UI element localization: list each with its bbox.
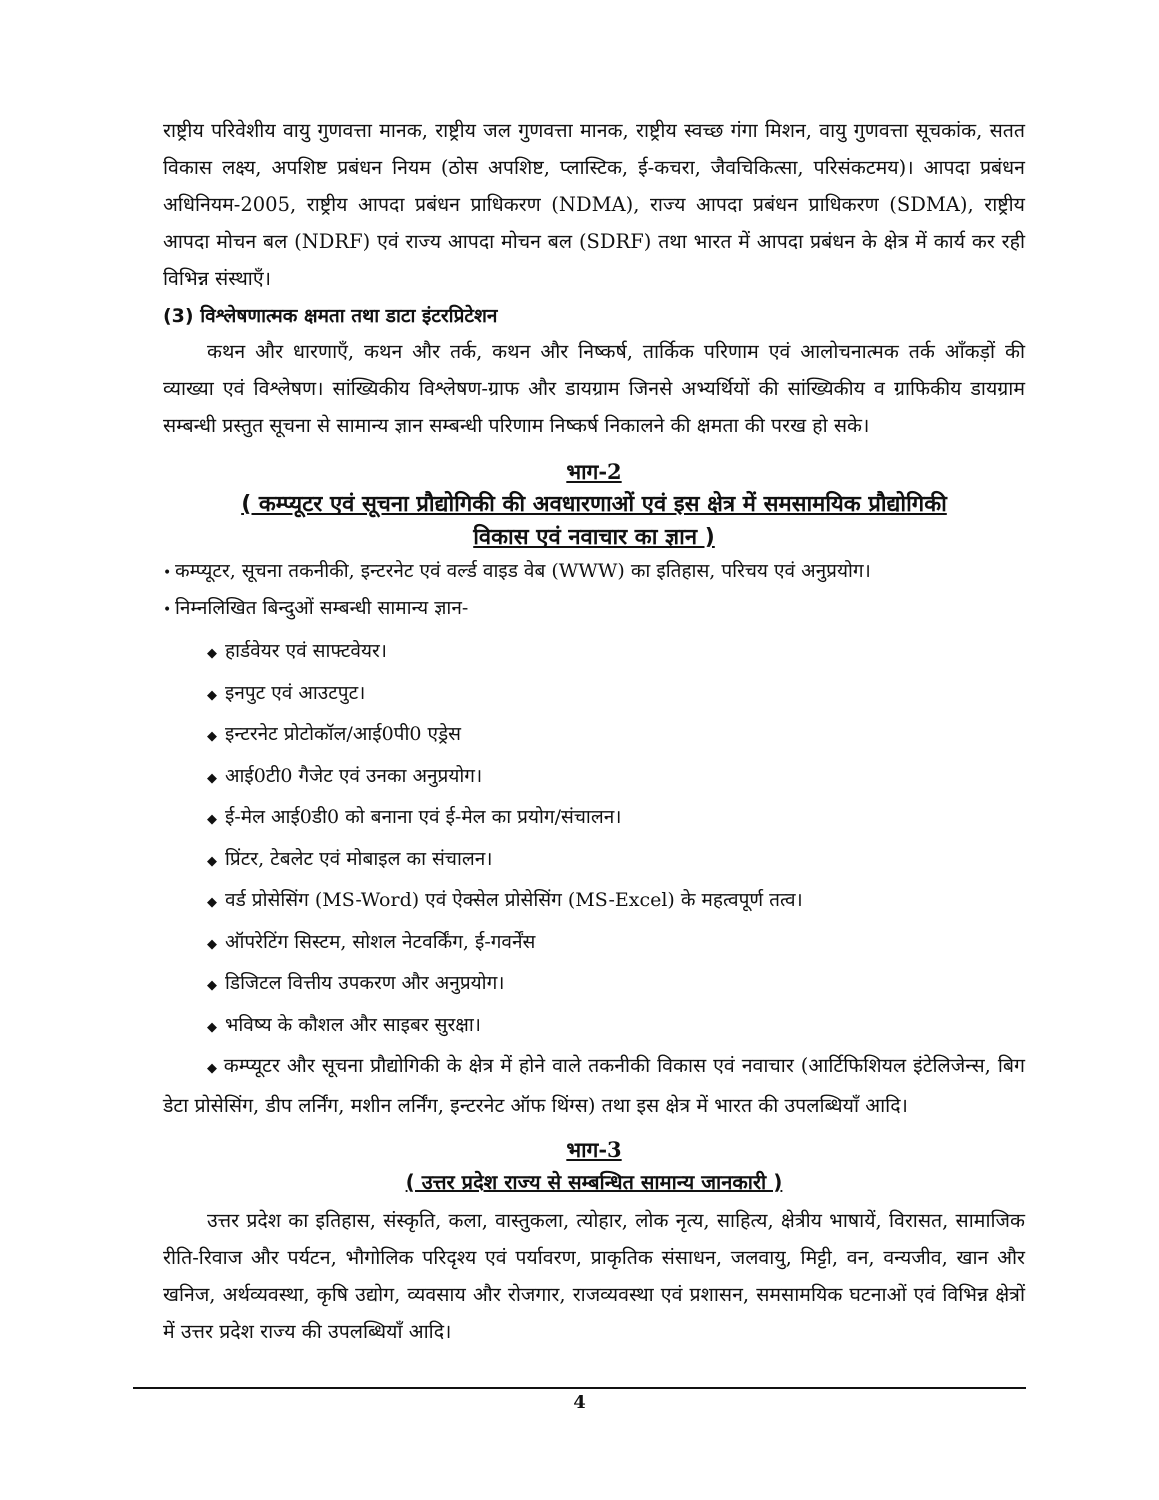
part-2-diamond-list	[163, 632, 1025, 1047]
list-item: • निम्नलिखित बिन्दुओं सम्बन्धी सामान्य ज्ञान-	[163, 591, 1025, 628]
part-2-final-paragraph: ◆ कम्प्यूटर और सूचना प्रौद्योगिकी के क्षेत्र में होने वाले तकनीकी विकास एवं नवाचार (आर्टिफिशियल इंटेलिजेन्स, बिग डेटा प्रोसेसिंग, डीप लर्निंग, मशीन लर्निंग, इन्टरनेट ऑफ थिंग्स) तथा इस क्षेत्र में भारत की उपलब्धियाँ आदि।	[163, 1054, 1026, 1117]
diamond-bullet-icon: ◆	[207, 895, 217, 910]
diamond-bullet-icon: ◆	[207, 853, 217, 869]
section-3-paragraph: कथन और धारणाएँ, कथन और तर्क, कथन और निष्कर्ष, तार्किक परिणाम एवं आलोचनात्मक तर्क आँकड़ों की व्याख्या एवं विश्लेषण। सांख्यिकीय विश्लेषण-ग्राफ और डायग्राम जिनसे अभ्यर्थियों की सांख्यिकीय व ग्राफिकीय डायग्राम सम्बन्धी प्रस्तुत सूचना से सामान्य ज्ञान सम्बन्धी परिणाम निष्कर्ष निकालने की क्षमता की परख हो सके।	[163, 340, 1025, 437]
list-item: ◆ प्रिंटर, टेबलेट एवं मोबाइल का संचालन।	[163, 840, 1025, 882]
list-item: ◆ डिजिटल वित्तीय उपकरण और अनुप्रयोग।	[163, 964, 1025, 1006]
diamond-bullet-icon: ◆	[207, 729, 217, 744]
bullet-dot-icon: •	[163, 565, 172, 581]
diamond-bullet-icon: ◆	[207, 978, 217, 993]
part-3-label: भाग-3	[566, 1137, 622, 1162]
diamond-bullet-icon: ◆	[207, 936, 217, 952]
list-item: ◆ ई-मेल आई0डी0 को बनाना एवं ई-मेल का प्रयोग/संचालन।	[163, 798, 1025, 840]
page-number: 4	[573, 1392, 586, 1413]
part-2-label: भाग-2	[566, 459, 622, 484]
list-item: ◆ इनपुट एवं आउटपुट।	[163, 674, 1025, 716]
part-2-title-line1: ( कम्प्यूटर एवं सूचना प्रौद्योगिकी की अवधारणाओं एवं इस क्षेत्र में समसामयिक प्रौद्योगिकी	[241, 492, 947, 517]
diamond-bullet-icon: ◆	[207, 770, 217, 786]
diamond-bullet-icon: ◆	[207, 1061, 218, 1076]
list-item: ◆ इन्टरनेट प्रोटोकॉल/आई0पी0 एड्रेस	[163, 715, 1025, 757]
document-page	[163, 112, 1025, 1350]
diamond-bullet-icon: ◆	[207, 646, 217, 661]
list-item: ◆ ऑपरेटिंग सिस्टम, सोशल नेटवर्किंग, ई-गवर्नेंस	[163, 923, 1025, 965]
bullet-dot-icon: •	[163, 602, 172, 618]
list-item: • कम्प्यूटर, सूचना तकनीकी, इन्टरनेट एवं वर्ल्ड वाइड वेब (WWW) का इतिहास, परिचय एवं अनुप्रयोग।	[163, 554, 1025, 591]
list-item: ◆ आई0टी0 गैजेट एवं उनका अनुप्रयोग।	[163, 757, 1025, 799]
diamond-bullet-icon: ◆	[207, 1019, 217, 1035]
footer-divider	[133, 1387, 1026, 1389]
part-2-dot-list	[163, 554, 1025, 628]
section-3-heading: (3) विश्लेषणात्मक क्षमता तथा डाटा इंटरप्रिटेशन	[163, 305, 498, 327]
diamond-bullet-icon: ◆	[207, 812, 217, 827]
part-3-title: ( उत्तर प्रदेश राज्य से सम्बन्धित सामान्य जानकारी )	[405, 1170, 783, 1194]
list-item: ◆ भविष्य के कौशल और साइबर सुरक्षा।	[163, 1006, 1025, 1048]
part-2-title-line2: विकास एवं नवाचार का ज्ञान )	[473, 525, 715, 550]
diamond-bullet-icon: ◆	[207, 687, 217, 703]
part-3-paragraph: उत्तर प्रदेश का इतिहास, संस्कृति, कला, वास्तुकला, त्योहार, लोक नृत्य, साहित्य, क्षेत्रीय भाषायें, विरासत, सामाजिक रीति-रिवाज और पर्यटन, भौगोलिक परिदृश्य एवं पर्यावरण, प्राकृतिक संसाधन, जलवायु, मिट्टी, वन, वन्यजीव, खान और खनिज, अर्थव्यवस्था, कृषि उद्योग, व्यवसाय और रोजगार, राजव्यवस्था एवं प्रशासन, समसामयिक घटनाओं एवं विभिन्न क्षेत्रों में उत्तर प्रदेश राज्य की उपलब्धियाँ आदि।	[163, 1209, 1025, 1343]
intro-paragraph: राष्ट्रीय परिवेशीय वायु गुणवत्ता मानक, राष्ट्रीय जल गुणवत्ता मानक, राष्ट्रीय स्वच्छ गंगा मिशन, वायु गुणवत्ता सूचकांक, सतत विकास लक्ष्य, अपशिष्ट प्रबंधन नियम (ठोस अपशिष्ट, प्लास्टिक, ई-कचरा, जैवचिकित्सा, परिसंकटमय)। आपदा प्रबंधन अधिनियम-2005, राष्ट्रीय आपदा प्रबंधन प्राधिकरण (NDMA), राज्य आपदा प्रबंधन प्राधिकरण (SDMA), राष्ट्रीय आपदा मोचन बल (NDRF) एवं राज्य आपदा मोचन बल (SDRF) तथा भारत में आपदा प्रबंधन के क्षेत्र में कार्य कर रही विभिन्न संस्थाएँ।	[163, 119, 1025, 290]
list-item: ◆ वर्ड प्रोसेसिंग (MS-Word) एवं ऐक्सेल प्रोसेसिंग (MS-Excel) के महत्वपूर्ण तत्व।	[163, 881, 1025, 923]
list-item: ◆ हार्डवेयर एवं साफ्टवेयर।	[163, 632, 1025, 674]
